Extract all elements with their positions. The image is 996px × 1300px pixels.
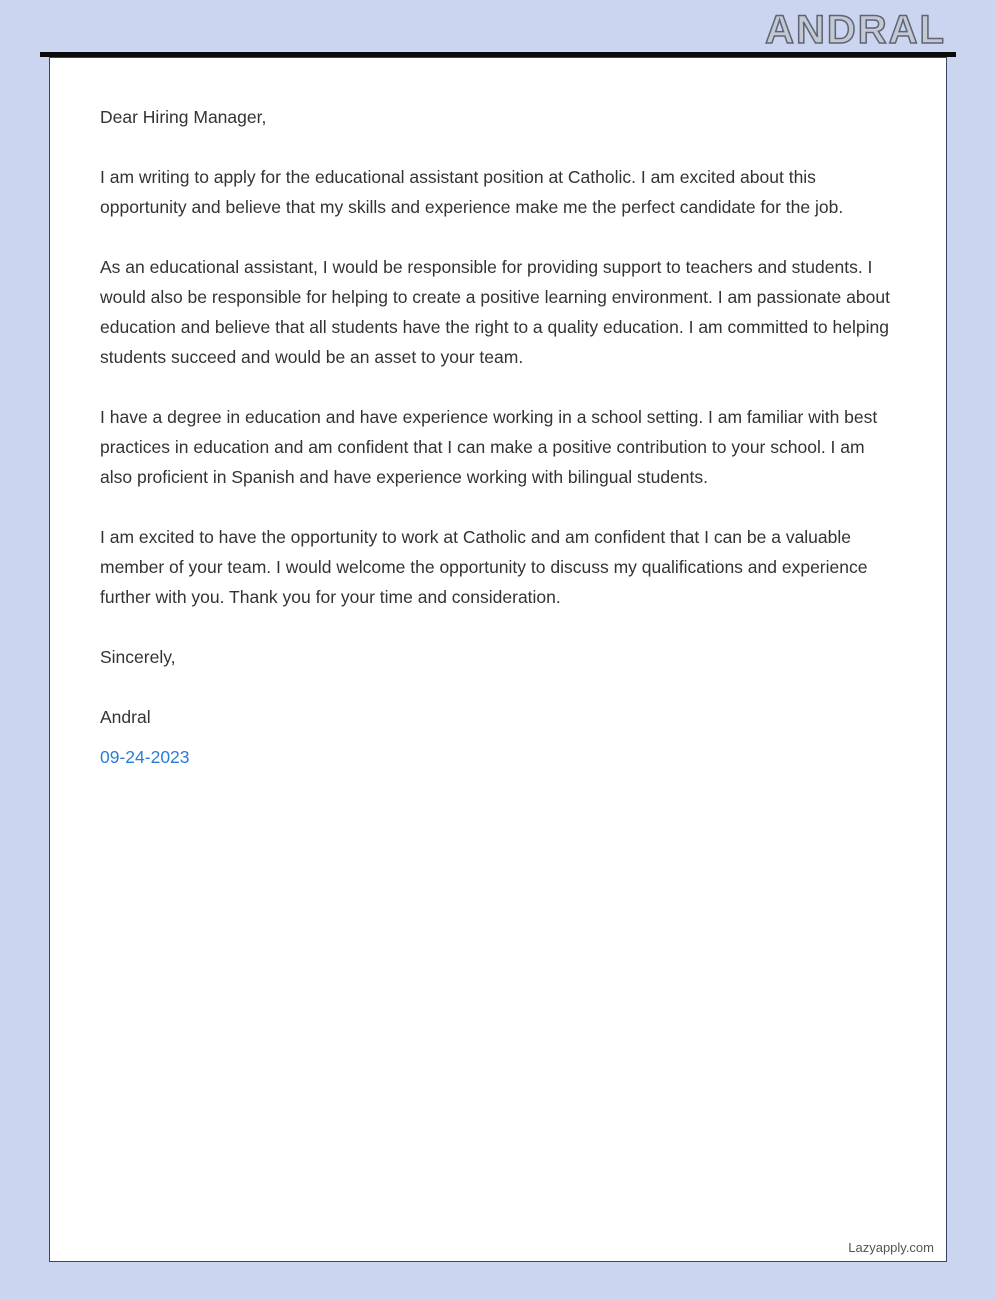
letter-page	[49, 57, 947, 1262]
closing: Sincerely,	[100, 647, 176, 667]
letter-date: 09-24-2023	[100, 747, 190, 767]
salutation: Dear Hiring Manager,	[100, 107, 267, 127]
watermark: Lazyapply.com	[848, 1240, 934, 1255]
letter-paragraph: As an educational assistant, I would be responsible for providing support to teachers and students. I would also be responsible for helping to create a positive learning environment. I am passionate about education and believe that all students have the right to a quality education. I am committed to helping students succeed and would be an asset to your team.	[100, 257, 890, 367]
letter-paragraph: I have a degree in education and have experience working in a school setting. I am familiar with best practices in education and am confident that I can make a positive contribution to your school. I am also proficient in Spanish and have experience working with bilingual students.	[100, 407, 878, 487]
letter-paragraph: I am writing to apply for the educational assistant position at Catholic. I am excited about this opportunity and believe that my skills and experience make me the perfect candidate for the job.	[100, 167, 844, 217]
brand-logo: ANDRAL	[765, 8, 946, 52]
letter-paragraph: I am excited to have the opportunity to work at Catholic and am confident that I can be a valuable member of your team. I would welcome the opportunity to discuss my qualifications and experience further with you. Thank you for your time and consideration.	[100, 527, 868, 607]
signature-name: Andral	[100, 707, 151, 727]
letter-body	[50, 58, 946, 772]
